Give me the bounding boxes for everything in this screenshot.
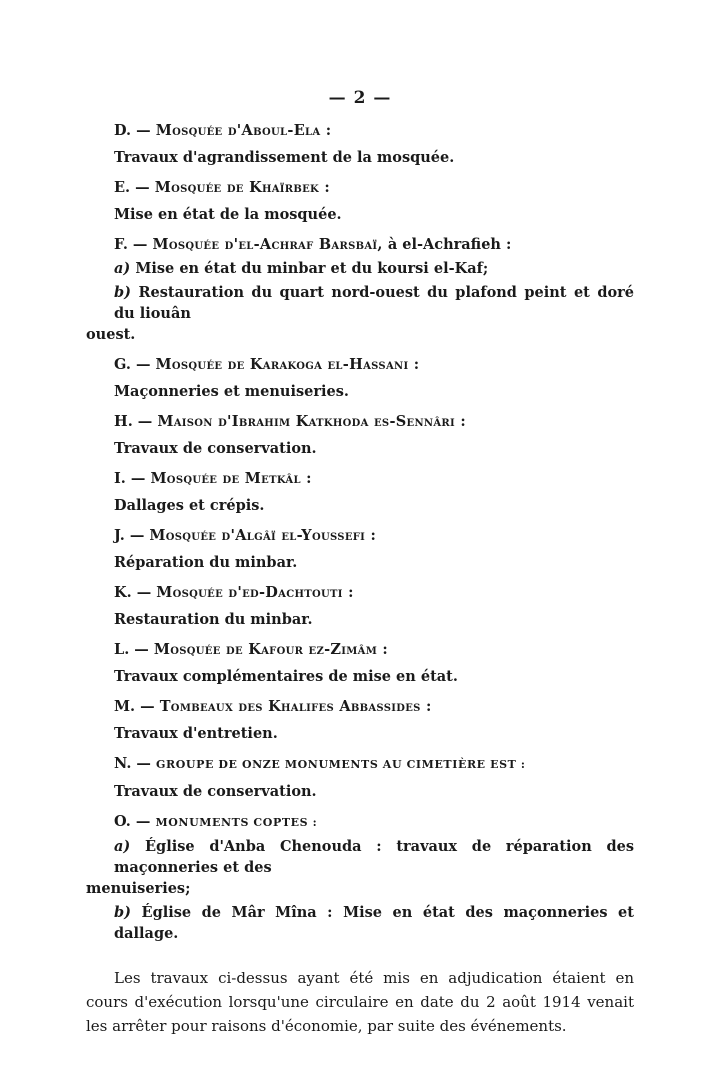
section-title: Tombeaux des Khalifes Abbassides : (159, 698, 432, 715)
section-title: Mosquée de Khaïrbek : (154, 179, 331, 196)
item-continuation: menuiseries; (86, 880, 191, 897)
section-body-l: Travaux complémentaires de mise en état. (114, 668, 458, 685)
section-letter: J. — (114, 527, 145, 544)
section-o-item-b (86, 902, 634, 944)
page-number: — 2 — (328, 88, 392, 108)
section-heading-k (86, 582, 634, 603)
section-o-item-a (86, 836, 634, 899)
item-text: Restauration du quart nord-ouest du plafond peint et doré du liouân (114, 284, 634, 322)
section-letter: N. — (114, 755, 151, 772)
section-body-h: Travaux de conservation. (114, 440, 317, 457)
section-title: Mosquée d'Aboul-Ela : (155, 122, 332, 139)
closing-paragraph: Les travaux ci-dessus ayant été mis en adjudication étaient en cours d'exécution lorsqu'une circulaire en date du 2 août 1914 venait les arrêter pour raisons d'économie, par suite des événements. (86, 969, 634, 1035)
section-title: MONUMENTS COPTES : (155, 816, 318, 829)
section-body-n: Travaux de conservation. (114, 783, 317, 800)
section-title: Mosquée d'ed-Dachtouti : (156, 584, 354, 601)
section-letter: M. — (114, 698, 155, 715)
section-body-d: Travaux d'agrandissement de la mosquée. (114, 149, 455, 166)
section-title: Maison d'Ibrahim Katkhoda es-Sennâri : (157, 413, 466, 430)
section-heading-j (86, 525, 634, 546)
section-letter: O. — (114, 813, 151, 830)
item-mark: b) (114, 904, 131, 921)
item-mark: b) (114, 284, 131, 301)
section-body-m: Travaux d'entretien. (114, 725, 278, 742)
section-f-item-a (86, 258, 634, 279)
section-heading-l (86, 639, 634, 660)
section-title: Mosquée de Karakoga el-Hassani : (155, 356, 420, 373)
section-heading-i (86, 468, 634, 489)
item-mark: a) (114, 838, 131, 855)
section-f-item-b (86, 282, 634, 345)
item-text: Mise en état du minbar et du koursi el-Kaf; (135, 260, 489, 277)
section-body-e: Mise en état de la mosquée. (114, 206, 342, 223)
item-text: Église d'Anba Chenouda : travaux de réparation des maçonneries et des (114, 838, 634, 876)
section-body-j: Réparation du minbar. (114, 554, 298, 571)
item-continuation: ouest. (86, 326, 136, 343)
section-letter: G. — (114, 356, 151, 373)
item-mark: a) (114, 260, 131, 277)
section-heading-f (86, 234, 634, 255)
item-text: Église de Mâr Mîna : Mise en état des maçonneries et dallage. (114, 904, 634, 942)
section-heading-n (86, 753, 634, 775)
section-title: Mosquée de Kafour ez-Zimâm : (153, 641, 389, 658)
section-title: Mosquée de Metkâl : (150, 470, 312, 487)
section-letter: K. — (114, 584, 152, 601)
section-heading-o (86, 811, 634, 833)
section-title: GROUPE DE ONZE MONUMENTS AU CIMETIÈRE EST : (156, 758, 526, 771)
section-title-rest: à el-Achrafieh : (387, 236, 512, 253)
section-body-g: Maçonneries et menuiseries. (114, 383, 349, 400)
section-title: Mosquée d'Algâï el-Youssefi : (149, 527, 377, 544)
section-heading-h (86, 411, 634, 432)
section-letter: H. — (114, 413, 153, 430)
section-letter: L. — (114, 641, 149, 658)
section-heading-m (86, 696, 634, 717)
section-heading-e (86, 177, 634, 198)
section-title: Mosquée d'el-Achraf Barsbaï, (152, 236, 383, 253)
document-body (86, 120, 634, 1053)
section-letter: D. — (114, 122, 151, 139)
section-body-i: Dallages et crépis. (114, 497, 265, 514)
section-body-k: Restauration du minbar. (114, 611, 313, 628)
section-letter: E. — (114, 179, 150, 196)
section-letter: F. — (114, 236, 148, 253)
section-heading-g (86, 354, 634, 375)
section-heading-d (86, 120, 634, 141)
section-letter: I. — (114, 470, 146, 487)
